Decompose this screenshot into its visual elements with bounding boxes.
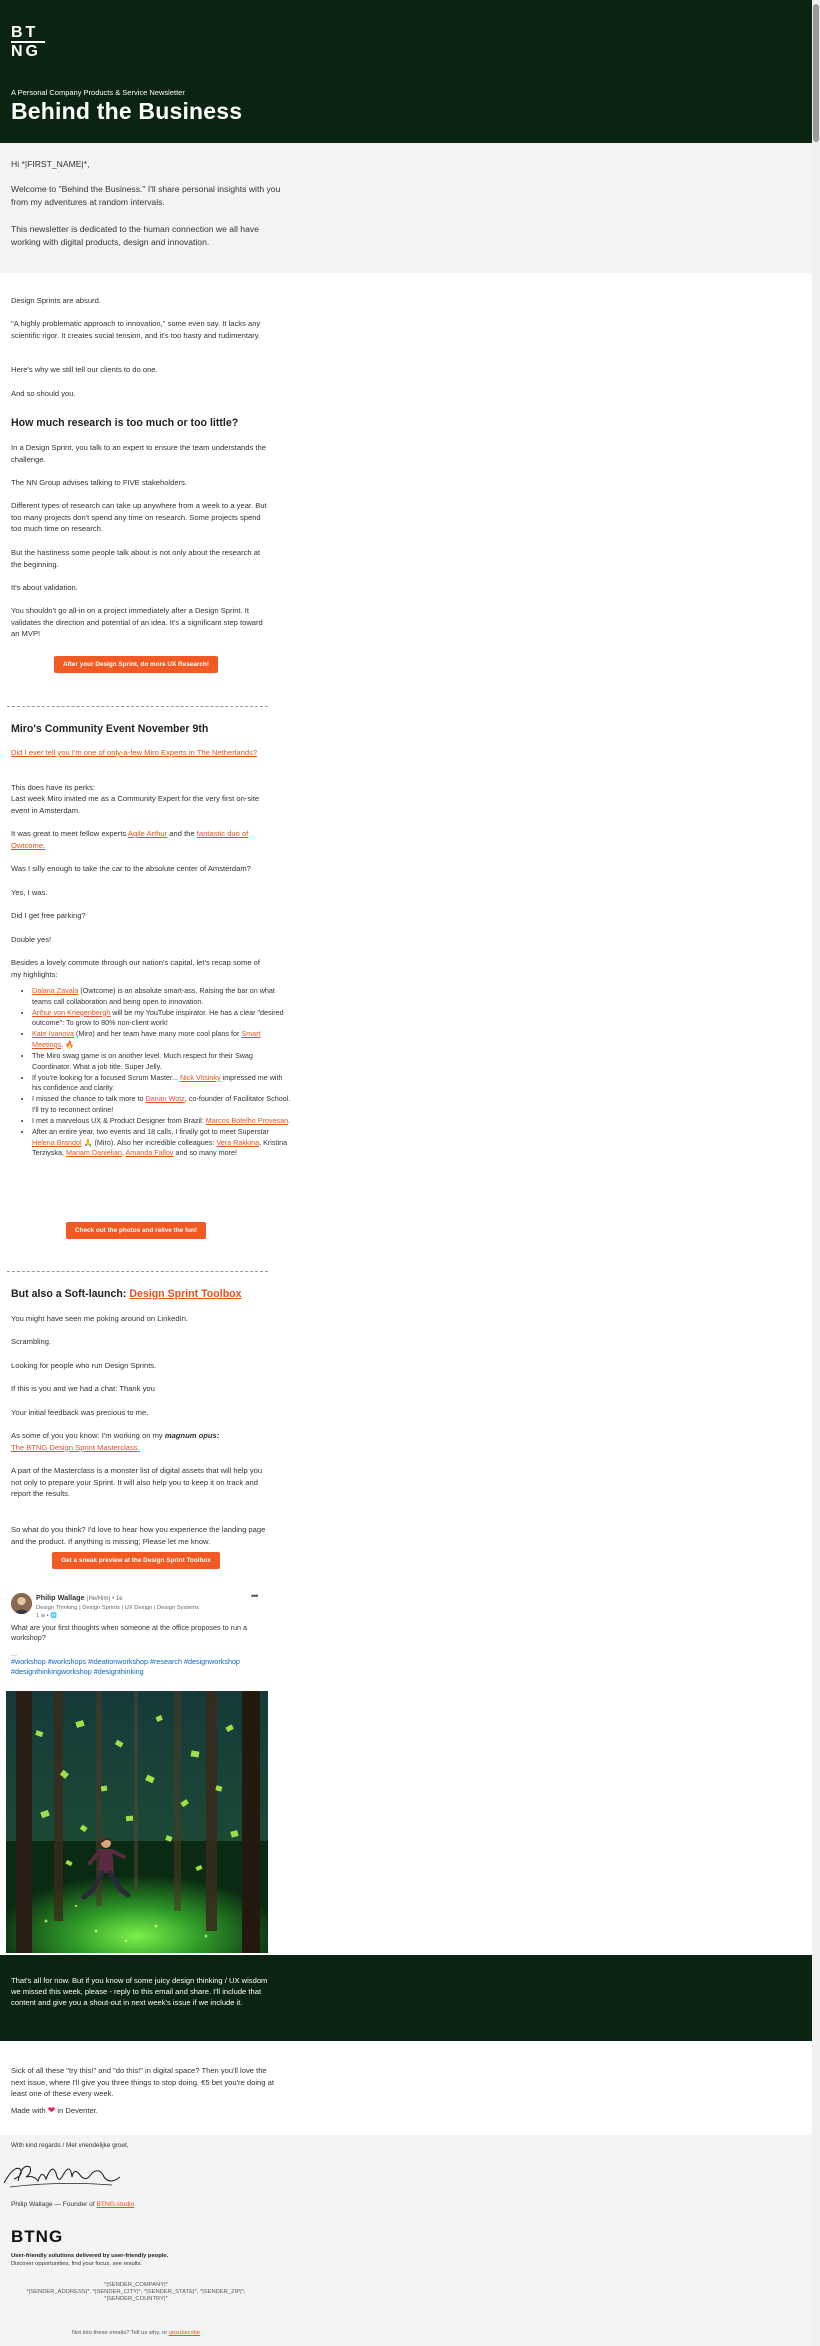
s1-paragraph-9: It's about validation. [11,583,78,592]
s1-paragraph-4: And so should you. [11,389,76,398]
signature-icon [0,2159,124,2193]
highlight-text: . [288,1116,291,1126]
list-item [32,1051,292,1072]
highlight-link[interactable]: Kate Ivanova [32,1029,74,1039]
smart-meetings-link[interactable]: Smart Meetings [32,1029,261,1049]
highlight-text: After an entire year, two events and 18 calls, I finally got to meet Superstar [32,1127,269,1137]
highlight-link[interactable]: Arthur von Kriegenbergh [32,1007,111,1017]
next-issue-teaser: Sick of all these "try this!" and "do this!" in digital space? Then you'll love the next issue, where I'll give you three things to stop doing. €5 bet you're doing at least one of these every week. [11,2066,274,2098]
sender-company: *|SENDER_COMPANY|* [104,2282,168,2288]
avatar[interactable] [11,1593,32,1614]
s1-heading: How much research is too much or too little? [11,417,239,429]
highlight-text: , [121,1148,126,1158]
s1-paragraph-7: Different types of research can take up anywhere from a week to a year. But too many projects don't spend any time on research. Some projects spend too much time on research. [11,501,267,533]
photos-button[interactable]: Check out the photos and relive the fun! [66,1222,206,1239]
s3-paragraph-1: You might have seen me poking around on LinkedIn. [11,1314,189,1323]
recap-para: Besides a lovely commute through our nation's capital, let's recap some of my highlights: [11,958,260,979]
s3-paragraph-5: Your initial feedback was precious to me. [11,1408,149,1417]
highlight-text: . 🔥 [61,1039,75,1049]
list-item [32,1029,292,1050]
unsubscribe-line [0,2329,272,2337]
meet-text-1: It was great to meet fellow experts [11,829,128,838]
highlights-list [11,986,292,1160]
made-suffix: in Deventer. [55,2106,98,2115]
s3-paragraph-7: A part of the Masterclass is a monster list of digital assets that will help you not only to prepare your Sprint. It will also help you to keep it on track and report the results. [11,1466,263,1498]
list-item [32,1127,292,1159]
s1-paragraph-5: In a Design Sprint, you talk to an expert to ensure the team understands the challenge. [11,443,266,464]
forest-illustration-icon [6,1691,268,1953]
made-prefix: Made with [11,2106,48,2115]
s3-paragraph-6 [11,1430,269,1453]
perks-line-2: Last week Miro invited me as a Community Expert for the very first on-site event in Amsterdam. [11,794,260,815]
sender-address: *|SENDER_ADDRESS|*, *|SENDER_CITY|*, *|SENDER_STATE|*, *|SENDER_ZIP|*, [26,2289,246,2295]
highlight-text: will be my YouTube inspirator. He has a clear "desired outcome": To grow to 80% non-client work! [32,1007,284,1028]
s3-paragraph-8: So what do you think? I'd love to hear how you experience the landing page and the product. If anything is missing; Please let me know. [11,1525,266,1546]
signature [0,2159,124,2193]
agile-arthur-link[interactable]: Agile Arthur [127,829,168,838]
perks-line-1: This does have its perks: [11,783,95,792]
design-sprint-toolbox-link[interactable]: Design Sprint Toolbox [129,1288,242,1300]
highlight-link[interactable]: Amanda Fallov [125,1148,174,1158]
s1-paragraph-8: But the hastiness some people talk about is not only about the research at the beginning. [11,548,261,569]
highlight-text: and so many more! [173,1148,237,1158]
highlight-text: impressed me with his confidence and clarity. [32,1072,283,1093]
s1-paragraph-2: "A highly problematic approach to innovation," some even say. It lacks any scientific rigor. It creates social tension, and it's too hasty and rudimentary. [11,319,261,340]
highlight-text: I met a marvelous UX & Product Designer from Brazil: [32,1116,206,1126]
post-ellipsis[interactable]: ... [11,1649,17,1658]
greeting: Hi *|FIRST_NAME|*, [11,159,90,169]
signoff [11,2201,269,2209]
list-item [32,1094,292,1115]
s2-heading: Miro's Community Event November 9th [11,723,209,735]
intro-paragraph-1: Welcome to "Behind the Business." I'll share personal insights with you from my adventures at random intervals. [11,184,281,207]
next-issue-section [0,2041,812,2135]
miro-expert-link[interactable]: Did I ever tell you I'm one of only-a-few Miro Experts in The Netherlands? [11,748,258,757]
logo-line-2: NG [11,43,41,60]
logo-divider [11,41,45,43]
list-item [32,1008,292,1029]
owtcome-link[interactable]: fantastic duo of Owtcome. [11,829,249,850]
highlight-text: 🙏 (Miro). Also her incredible colleagues: [81,1137,217,1147]
outro-section [0,1955,812,2041]
intro-paragraph-2: This newsletter is dedicated to the human connection we all have working with digital products, design and innovation. [11,224,259,247]
footer-tagline-bold: User-friendly solutions delivered by user-friendly people. [11,2253,169,2259]
post-pronouns: (He/Him) • 1e [86,1596,123,1602]
intro-section [0,143,812,273]
newsletter-title: Behind the Business [11,98,243,124]
s3-p6-text: As some of you you know: I'm working on my [11,1431,165,1440]
s1-paragraph-3: Here's why we still tell our clients to do one. [11,365,158,374]
unsub-text: Not into these emails? Tell us why, or [71,2330,169,2336]
signoff-text: Philip Wallage — Founder of [11,2201,97,2208]
scrollbar[interactable] [812,0,820,2346]
highlight-text: , Kristina Terziyska, [32,1137,288,1158]
car-question: Was I silly enough to take the car to the absolute center of Amsterdam? [11,864,251,873]
highlight-text: (Miro) and her team have many more cool plans for [73,1029,242,1039]
post-author[interactable]: Philip Wallage [36,1593,85,1602]
highlight-text: If you're looking for a focused Scrum Master... [32,1072,180,1082]
highlight-link[interactable]: Darian Wotz [145,1094,185,1104]
s3-p6-emphasis: magnum opus: [164,1431,220,1440]
unsubscribe-link[interactable]: unsubscribe [168,2330,201,2336]
s1-paragraph-10: You shouldn't go all-in on a project immediately after a Design Sprint. It validates the direction and potential of an idea. It's a significant step toward an MVP! [11,606,263,638]
highlight-link[interactable]: Marcos Botelho Provesan [205,1116,289,1126]
logo-line-1: BT [11,24,39,41]
list-item [32,986,292,1007]
highlight-link[interactable]: Vera Rakkina [216,1137,260,1147]
btng-logo[interactable] [11,24,45,60]
post-text: What are your first thoughts when someone at the office proposes to run a workshop? [11,1623,247,1643]
section-divider-1 [7,706,268,707]
post-more-icon[interactable]: ••• [251,1591,258,1601]
car-answer: Yes, I was. [11,888,48,897]
s1-paragraph-1: Design Sprints are absurd. [11,296,101,305]
footer [0,2135,812,2346]
s3-paragraph-3: Looking for people who run Design Sprints. [11,1361,157,1370]
parking-answer: Double yes! [11,935,52,944]
list-item [32,1116,292,1127]
post-headline: Design Thinking | Design Sprints | UX Design | Design Systems [36,1605,199,1611]
highlight-link[interactable]: Mariam Danielian [65,1148,122,1158]
highlight-link[interactable]: Helena Brandol [32,1137,82,1147]
highlight-text: The Miro swag game is on another level. Much respect for their Swag Coordinator. What a job title. Super Jelly. [32,1051,253,1071]
highlight-text: , co-founder of Facilitator School. I'll try to reconnect online! [32,1094,291,1115]
heart-icon: ❤ [47,2105,56,2115]
highlight-text: (Owtcome) is an absolute smart-ass. Raising the bar on what teams call collaboration and being open to innovation. [32,986,275,1006]
avatar-photo-icon [11,1593,32,1614]
footer-tagline: Discover opportunities, find your focus, see results. [11,2261,143,2267]
s3-heading [11,1287,271,1301]
scrollbar-thumb[interactable] [813,4,819,142]
list-item [32,1073,292,1094]
header-subtitle: A Personal Company Products & Service Newsletter [11,88,185,97]
highlight-link[interactable]: Dalana Zavala [32,986,79,995]
s1-paragraph-6: The NN Group advises talking to FIVE stakeholders. [11,478,188,487]
made-in-line [11,2105,269,2117]
footer-logo[interactable]: BTNG [11,2227,64,2246]
meet-text-2: and the [167,829,197,838]
btng-studio-link[interactable]: BTNG.studio [96,2201,135,2208]
s3-heading-prefix: But also a Soft-launch: [11,1288,130,1300]
highlight-text: I missed the chance to talk more to [32,1094,146,1104]
s3-paragraph-4: If this is you and we had a chat: Thank you [11,1384,155,1393]
meet-experts-para [11,828,269,851]
header [0,0,812,143]
post-hashtags[interactable]: #workshop #workshops #ideationworkshop #research #designworkshop #designthinkingworkshop #designthinking [11,1657,240,1677]
highlight-link[interactable]: Nick Vitsinky [179,1072,221,1082]
toolbox-preview-button[interactable]: Get a sneak preview at the Design Sprint Toolbox [52,1552,220,1569]
masterclass-link[interactable]: The BTNG Design Sprint Masterclass. [11,1442,140,1452]
parking-question: Did I get free parking? [11,911,86,920]
s3-paragraph-2: Scrambling. [11,1337,52,1346]
ux-research-button[interactable]: After your Design Sprint, do more UX Research! [54,656,218,673]
section-divider-2 [7,1271,268,1272]
post-image[interactable] [6,1691,268,1953]
post-meta: 1 w • 🌐 [36,1613,58,1619]
outro-text: That's all for now. But if you know of some juicy design thinking / UX wisdom we missed this week, please - reply to this email and share. I'll include that content and give you a shout-out in next week's issue if we include it. [11,1976,268,2007]
sender-country: *|SENDER_COUNTRY|* [104,2296,168,2302]
regards: With kind regards / Met vriendelijke groet, [11,2142,129,2149]
miro-expert-link-para [11,747,269,759]
